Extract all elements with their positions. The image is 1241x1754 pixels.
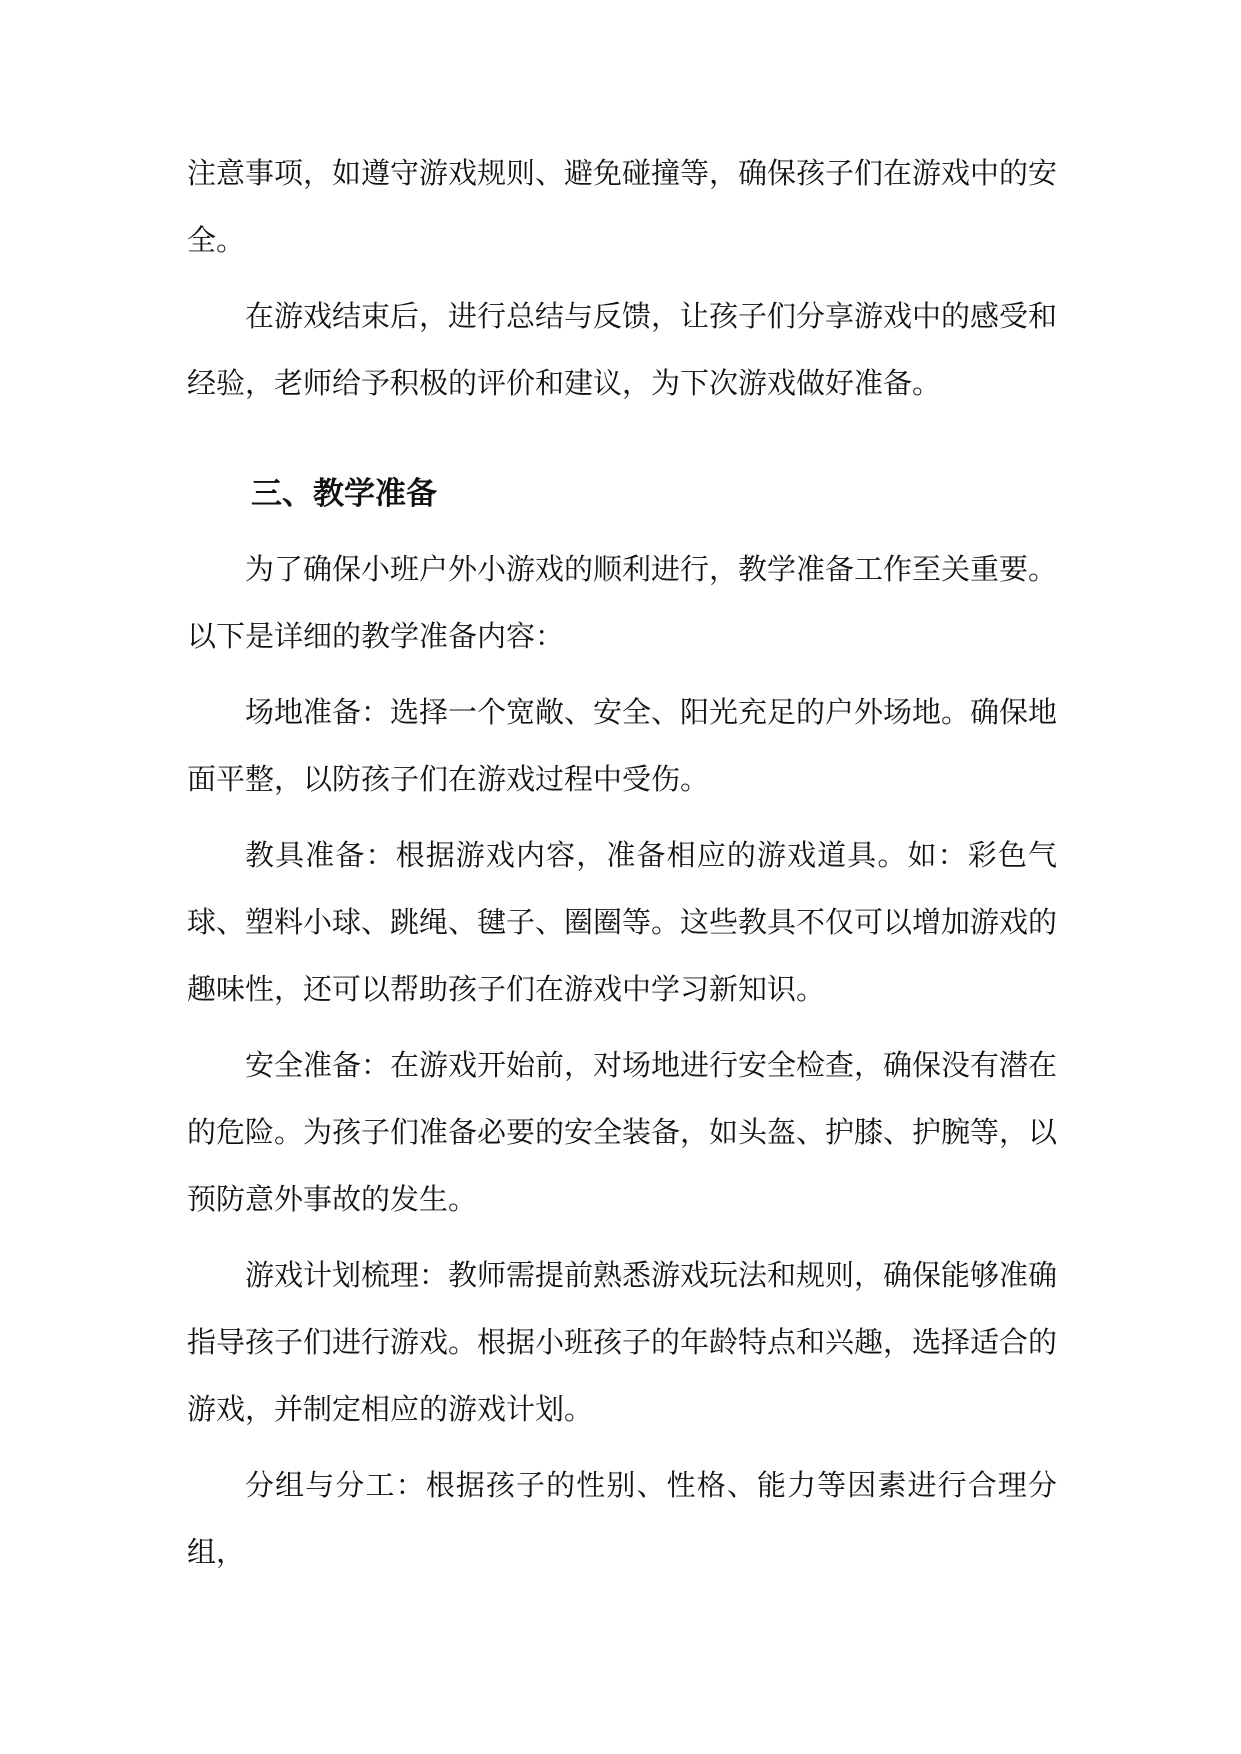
document-body bbox=[187, 140, 1057, 1595]
paragraph-grouping: 分组与分工：根据孩子的性别、性格、能力等因素进行合理分组， bbox=[187, 1468, 1057, 1569]
paragraph-preparation-intro: 为了确保小班户外小游戏的顺利进行，教学准备工作至关重要。以下是详细的教学准备内容： bbox=[187, 552, 1058, 653]
paragraph-safety-notes: 注意事项，如遵守游戏规则、避免碰撞等，确保孩子们在游戏中的安全。 bbox=[187, 156, 1058, 257]
section-heading: 三、教学准备 bbox=[251, 476, 437, 512]
paragraph-game-plan: 游戏计划梳理：教师需提前熟悉游戏玩法和规则，确保能够准确指导孩子们进行游戏。根据小班孩子的年龄特点和兴趣，选择适合的游戏，并制定相应的游戏计划。 bbox=[187, 1258, 1058, 1426]
paragraph-summary-feedback: 在游戏结束后，进行总结与反馈，让孩子们分享游戏中的感受和经验，老师给予积极的评价和建议，为下次游戏做好准备。 bbox=[187, 299, 1058, 400]
paragraph-teaching-aids: 教具准备：根据游戏内容，准备相应的游戏道具。如：彩色气球、塑料小球、跳绳、毽子、圈圈等。这些教具不仅可以增加游戏的趣味性，还可以帮助孩子们在游戏中学习新知识。 bbox=[187, 838, 1058, 1006]
paragraph-safety-preparation: 安全准备：在游戏开始前，对场地进行安全检查，确保没有潜在的危险。为孩子们准备必要的安全装备，如头盔、护膝、护腕等，以预防意外事故的发生。 bbox=[187, 1048, 1058, 1216]
paragraph-venue-preparation: 场地准备：选择一个宽敞、安全、阳光充足的户外场地。确保地面平整，以防孩子们在游戏过程中受伤。 bbox=[187, 695, 1058, 796]
